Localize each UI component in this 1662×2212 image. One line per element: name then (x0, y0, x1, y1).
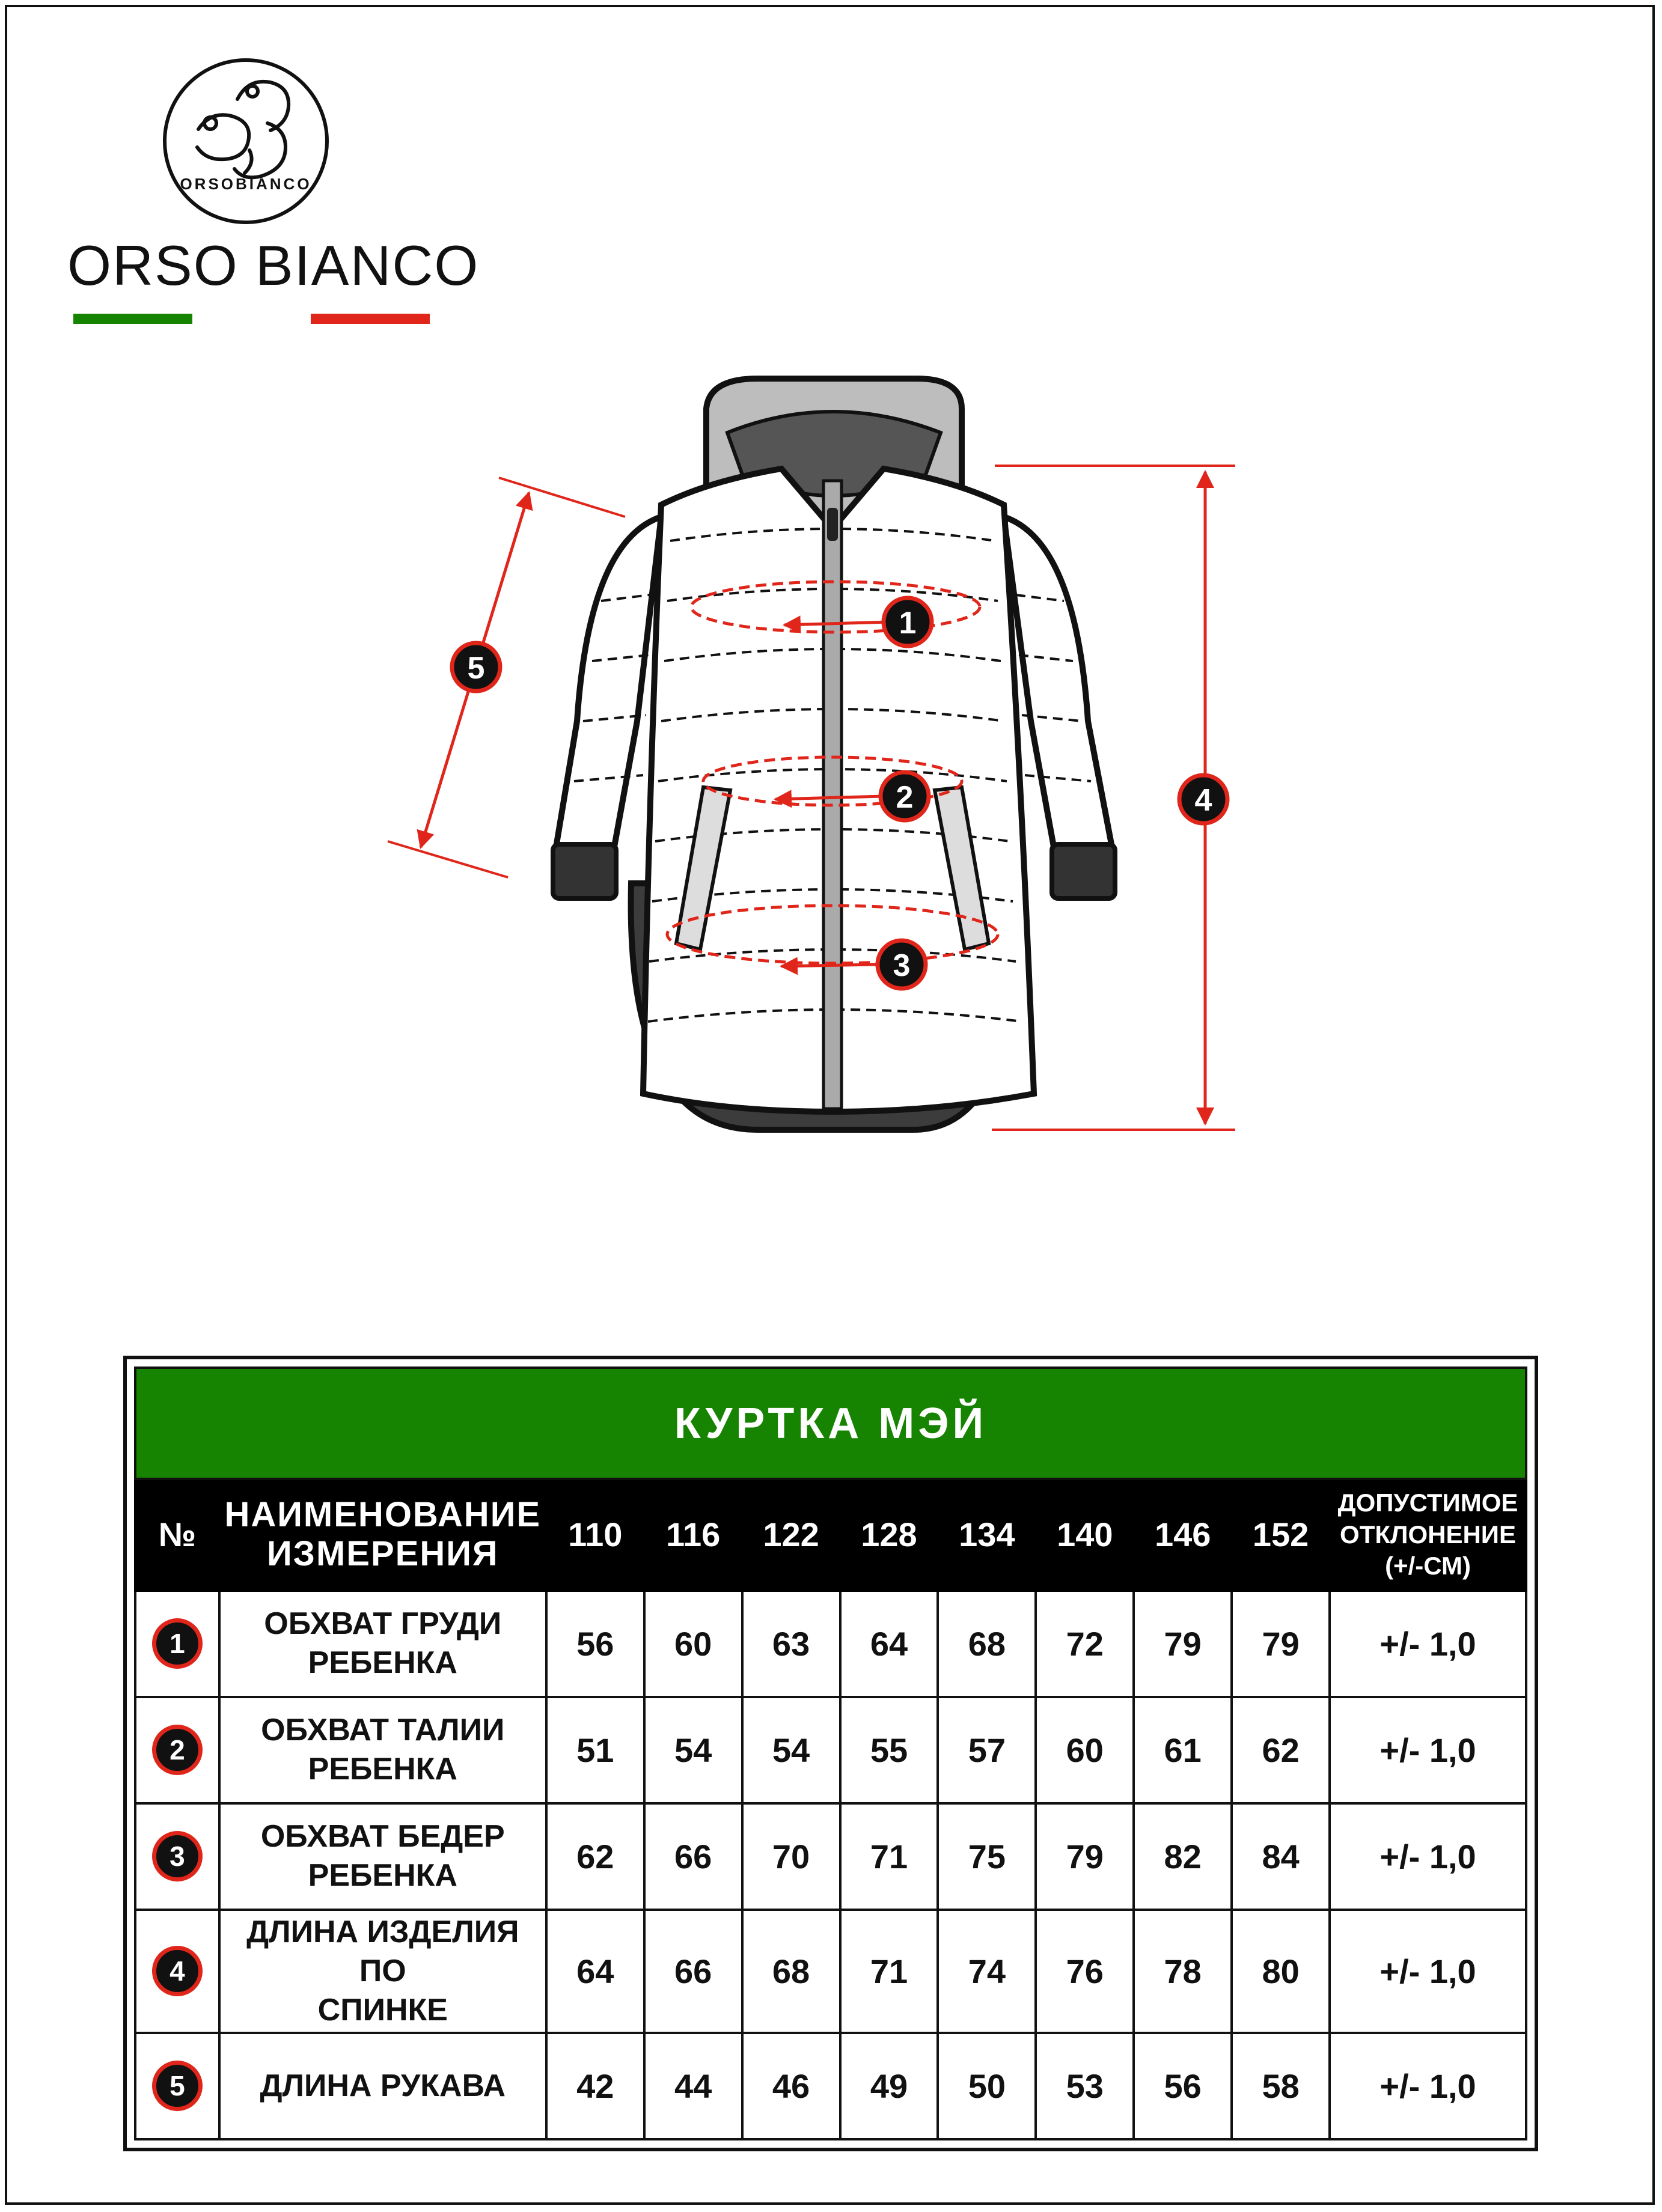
header-tolerance: ДОПУСТИМОЕ ОТКЛОНЕНИЕ (+/-СМ) (1330, 1479, 1526, 1590)
size-value: 56 (1134, 2033, 1232, 2139)
size-value: 71 (840, 1910, 938, 2033)
table-row (135, 1910, 1526, 2033)
svg-text:1: 1 (899, 606, 917, 641)
measurement-name: ДЛИНА ИЗДЕЛИЯ ПО СПИНКЕ (219, 1910, 546, 2033)
header-size: 110 (546, 1479, 644, 1590)
size-value: 57 (938, 1697, 1036, 1803)
size-value: 46 (742, 2033, 840, 2139)
size-value: 50 (938, 2033, 1036, 2139)
brand-name: ORSO BIANCO (67, 234, 480, 297)
table-row (135, 1803, 1526, 1910)
size-value: 64 (546, 1910, 644, 2033)
measurement-name: ДЛИНА РУКАВА (219, 2033, 546, 2139)
size-value: 61 (1134, 1697, 1232, 1803)
size-value: 80 (1232, 1910, 1330, 2033)
tolerance-value: +/- 1,0 (1330, 1803, 1526, 1910)
header-size: 134 (938, 1479, 1036, 1590)
row-number-badge: 3 (152, 1831, 203, 1881)
size-value: 58 (1232, 2033, 1330, 2139)
size-chart-table (123, 1356, 1538, 2151)
size-value: 75 (938, 1803, 1036, 1910)
size-value: 84 (1232, 1803, 1330, 1910)
size-value: 72 (1036, 1591, 1134, 1697)
size-value: 66 (644, 1803, 742, 1910)
tolerance-value: +/- 1,0 (1330, 1697, 1526, 1803)
size-value: 60 (1036, 1697, 1134, 1803)
row-number (135, 1910, 219, 2033)
svg-text:3: 3 (893, 948, 911, 983)
measurement-name: ОБХВАТ БЕДЕР РЕБЕНКА (219, 1803, 546, 1910)
tolerance-value: +/- 1,0 (1330, 1910, 1526, 2033)
measurement-name: ОБХВАТ ГРУДИ РЕБЕНКА (219, 1591, 546, 1697)
size-value: 54 (742, 1697, 840, 1803)
header-size: 140 (1036, 1479, 1134, 1590)
size-value: 76 (1036, 1910, 1134, 2033)
size-value: 68 (938, 1591, 1036, 1697)
table-row (135, 1697, 1526, 1803)
svg-text:5: 5 (467, 651, 485, 686)
row-number (135, 1803, 219, 1910)
size-value: 79 (1134, 1591, 1232, 1697)
row-number-badge: 2 (152, 1725, 203, 1775)
row-number (135, 2033, 219, 2139)
row-number (135, 1697, 219, 1803)
jacket-illustration (553, 379, 1115, 1130)
svg-text:4: 4 (1194, 783, 1212, 818)
table-row (135, 2033, 1526, 2139)
size-value: 55 (840, 1697, 938, 1803)
size-value: 56 (546, 1591, 644, 1697)
header-size: 152 (1232, 1479, 1330, 1590)
size-value: 49 (840, 2033, 938, 2139)
size-value: 42 (546, 2033, 644, 2139)
header-size: 128 (840, 1479, 938, 1590)
size-value: 60 (644, 1591, 742, 1697)
header-size: 116 (644, 1479, 742, 1590)
measurement-name: ОБХВАТ ТАЛИИ РЕБЕНКА (219, 1697, 546, 1803)
size-value: 63 (742, 1591, 840, 1697)
row-number-badge: 5 (152, 2061, 203, 2111)
size-value: 82 (1134, 1803, 1232, 1910)
size-value: 78 (1134, 1910, 1232, 2033)
size-value: 53 (1036, 2033, 1134, 2139)
size-value: 64 (840, 1591, 938, 1697)
tolerance-value: +/- 1,0 (1330, 2033, 1526, 2139)
size-value: 68 (742, 1910, 840, 2033)
row-number-badge: 1 (152, 1618, 203, 1669)
size-value: 66 (644, 1910, 742, 2033)
tolerance-value: +/- 1,0 (1330, 1591, 1526, 1697)
table-title: КУРТКА МЭЙ (135, 1368, 1526, 1479)
size-value: 79 (1036, 1803, 1134, 1910)
size-value: 70 (742, 1803, 840, 1910)
size-value: 51 (546, 1697, 644, 1803)
size-value: 74 (938, 1910, 1036, 2033)
header-num: № (135, 1479, 219, 1590)
size-value: 62 (546, 1803, 644, 1910)
svg-text:2: 2 (896, 780, 914, 815)
emblem-text: ORSOBIANCO (180, 175, 312, 193)
table-row (135, 1591, 1526, 1697)
header-name: НАИМЕНОВАНИЕ ИЗМЕРЕНИЯ (219, 1479, 546, 1590)
row-number (135, 1591, 219, 1697)
row-number-badge: 4 (152, 1946, 203, 1996)
size-value: 54 (644, 1697, 742, 1803)
size-value: 44 (644, 2033, 742, 2139)
size-value: 71 (840, 1803, 938, 1910)
size-value: 79 (1232, 1591, 1330, 1697)
header-size: 122 (742, 1479, 840, 1590)
size-value: 62 (1232, 1697, 1330, 1803)
header-size: 146 (1134, 1479, 1232, 1590)
